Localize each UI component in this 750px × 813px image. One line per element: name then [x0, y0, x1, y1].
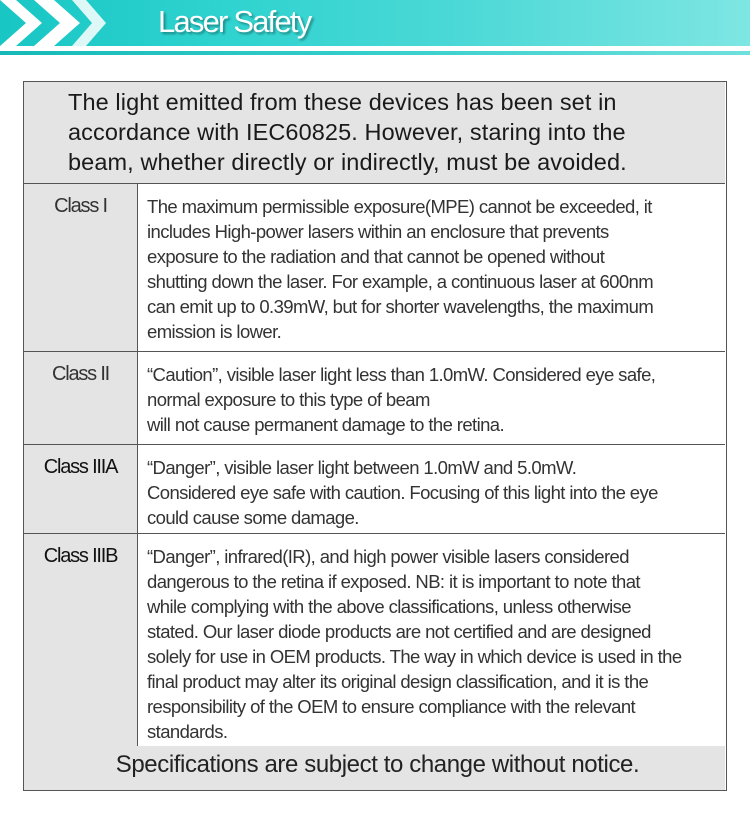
description-line: “Danger”, visible laser light between 1.0mW and 5.0mW.	[147, 457, 577, 478]
description-line: normal exposure to this type of beam	[147, 389, 430, 410]
page-title: Laser Safety	[158, 4, 311, 39]
description-line: exposure to the radiation and that cannot be opened without	[147, 246, 605, 267]
description-line: The maximum permissible exposure(MPE) cannot be exceeded, it	[147, 196, 652, 217]
class-description	[139, 184, 725, 351]
table-row-class-ii	[24, 352, 725, 445]
class-description	[139, 352, 725, 444]
header-banner	[0, 0, 750, 56]
safety-table	[23, 81, 727, 791]
description-line: responsibility of the OEM to ensure compliance with the relevant	[147, 696, 636, 717]
class-label: Class I	[24, 184, 138, 351]
description-line: could cause some damage.	[147, 507, 359, 528]
description-line: “Danger”, infrared(IR), and high power visible lasers considered	[147, 546, 629, 567]
intro-notice	[24, 82, 725, 184]
description-line: “Caution”, visible laser light less than 1.0mW. Considered eye safe,	[147, 364, 656, 385]
description-line: shutting down the laser. For example, a continuous laser at 600nm	[147, 271, 654, 292]
intro-line: accordance with IEC60825. However, staring into the	[68, 119, 626, 145]
description-line: dangerous to the retina if exposed. NB: it is important to note that	[147, 571, 640, 592]
class-label: Class II	[24, 352, 138, 444]
description-line: emission is lower.	[147, 321, 282, 342]
banner-background	[0, 0, 750, 46]
table-row-class-iiib	[24, 534, 725, 747]
description-line: solely for use in OEM products. The way in which device is used in the	[147, 646, 682, 667]
class-label: Class IIIA	[24, 445, 138, 533]
description-line: includes High-power lasers within an enclosure that prevents	[147, 221, 609, 242]
table-row-class-i	[24, 184, 725, 352]
description-line: will not cause permanent damage to the retina.	[147, 414, 505, 435]
intro-line: beam, whether directly or indirectly, must be avoided.	[68, 149, 627, 175]
description-line: can emit up to 0.39mW, but for shorter wavelengths, the maximum	[147, 296, 654, 317]
class-description	[139, 445, 725, 533]
table-row-class-iiia	[24, 445, 725, 534]
intro-line: The light emitted from these devices has been set in	[68, 89, 617, 115]
description-line: final product may alter its original design classification, and it is the	[147, 671, 649, 692]
footer-note: Specifications are subject to change without notice.	[24, 746, 725, 790]
class-label: Class IIIB	[24, 534, 138, 746]
description-line: stated. Our laser diode products are not certified and are designed	[147, 621, 651, 642]
description-line: Considered eye safe with caution. Focusing of this light into the eye	[147, 482, 658, 503]
banner-underline	[0, 51, 750, 55]
class-description	[139, 534, 725, 746]
description-line: while complying with the above classifications, unless otherwise	[147, 596, 631, 617]
chevron-right-icon	[0, 0, 110, 46]
description-line: standards.	[147, 721, 228, 742]
